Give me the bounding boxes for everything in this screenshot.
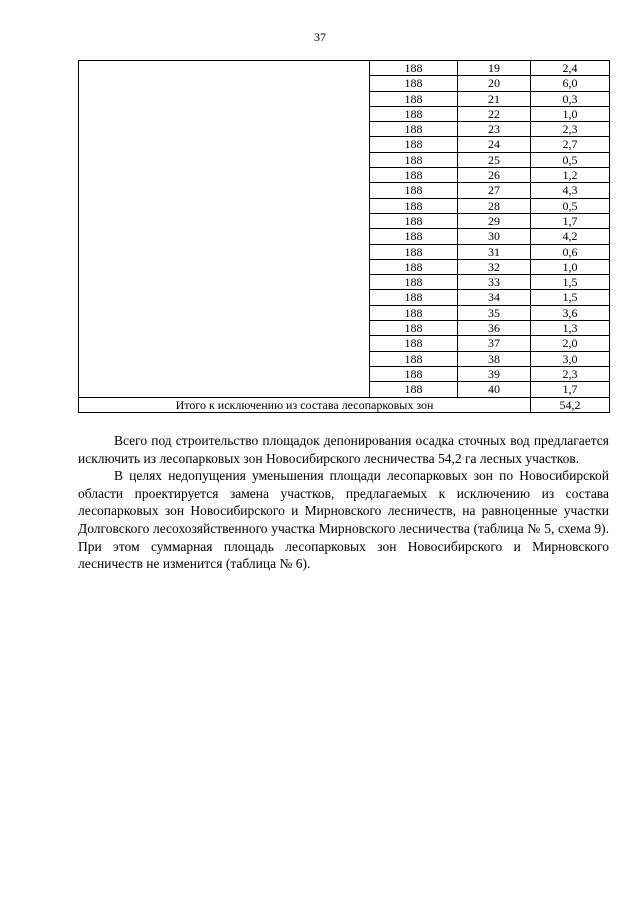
area-cell: 4,2 [531, 229, 610, 244]
quarter-cell: 188 [370, 76, 458, 91]
quarter-cell: 188 [370, 168, 458, 183]
area-cell: 1,0 [531, 259, 610, 274]
area-cell: 1,7 [531, 213, 610, 228]
quarter-cell: 188 [370, 290, 458, 305]
plot-number-cell: 25 [458, 152, 531, 167]
plot-number-cell: 38 [458, 351, 531, 366]
plot-number-cell: 35 [458, 305, 531, 320]
quarter-cell: 188 [370, 229, 458, 244]
total-value: 54,2 [531, 397, 610, 412]
quarter-cell: 188 [370, 366, 458, 381]
quarter-cell: 188 [370, 152, 458, 167]
area-cell: 0,6 [531, 244, 610, 259]
area-cell: 4,3 [531, 183, 610, 198]
area-cell: 2,7 [531, 137, 610, 152]
area-cell: 1,5 [531, 290, 610, 305]
area-cell: 2,4 [531, 61, 610, 76]
quarter-cell: 188 [370, 351, 458, 366]
area-cell: 1,5 [531, 275, 610, 290]
quarter-cell: 188 [370, 213, 458, 228]
plot-number-cell: 32 [458, 259, 531, 274]
quarter-cell: 188 [370, 382, 458, 397]
plot-number-cell: 21 [458, 91, 531, 106]
plot-number-cell: 31 [458, 244, 531, 259]
table-row [79, 61, 610, 76]
page-number: 37 [314, 30, 326, 44]
paragraph: Всего под строительство площадок депонирования осадка сточных вод предлагается исключить из лесопарковых зон Новосибирского лесничества 54,2 га лесных участков. [78, 433, 609, 466]
quarter-cell: 188 [370, 244, 458, 259]
plot-number-cell: 19 [458, 61, 531, 76]
plot-number-cell: 22 [458, 106, 531, 121]
plot-number-cell: 39 [458, 366, 531, 381]
plot-number-cell: 34 [458, 290, 531, 305]
quarter-cell: 188 [370, 336, 458, 351]
area-cell: 0,5 [531, 152, 610, 167]
quarter-cell: 188 [370, 61, 458, 76]
area-cell: 1,7 [531, 382, 610, 397]
total-label: Итого к исключению из состава лесопарковых зон [79, 397, 531, 412]
quarter-cell: 188 [370, 321, 458, 336]
area-cell: 3,0 [531, 351, 610, 366]
plot-number-cell: 30 [458, 229, 531, 244]
area-cell: 1,3 [531, 321, 610, 336]
area-cell: 0,3 [531, 91, 610, 106]
plot-number-cell: 33 [458, 275, 531, 290]
plot-number-cell: 37 [458, 336, 531, 351]
quarter-cell: 188 [370, 137, 458, 152]
quarter-cell: 188 [370, 198, 458, 213]
plot-number-cell: 27 [458, 183, 531, 198]
plot-number-cell: 28 [458, 198, 531, 213]
area-cell: 2,3 [531, 366, 610, 381]
quarter-cell: 188 [370, 122, 458, 137]
plot-number-cell: 20 [458, 76, 531, 91]
area-cell: 1,2 [531, 168, 610, 183]
table-total-row [79, 397, 610, 412]
paragraph: В целях недопущения уменьшения площади лесопарковых зон по Новосибирской области проектируется замена участков, предлагаемых к исключению из состава лесопарковых зон Новосибирского и Мирновского лесничеств, на равноценные участки Долговского лесохозяйственного участка Мирновского лесничества (таблица № 5, схема 9). При этом суммарная площадь лесопарковых зон Новосибирского и Мирновского лесничеств не изменится (таблица № 6). [78, 468, 609, 572]
area-cell: 2,3 [531, 122, 610, 137]
plot-number-cell: 23 [458, 122, 531, 137]
plot-number-cell: 36 [458, 321, 531, 336]
forest-plots-table [78, 60, 610, 413]
quarter-cell: 188 [370, 275, 458, 290]
quarter-cell: 188 [370, 259, 458, 274]
area-cell: 6,0 [531, 76, 610, 91]
plot-number-cell: 26 [458, 168, 531, 183]
plot-number-cell: 24 [458, 137, 531, 152]
quarter-cell: 188 [370, 183, 458, 198]
area-cell: 3,6 [531, 305, 610, 320]
area-cell: 2,0 [531, 336, 610, 351]
plot-number-cell: 40 [458, 382, 531, 397]
blank-merged-cell [79, 61, 370, 398]
quarter-cell: 188 [370, 91, 458, 106]
table-body [79, 61, 610, 398]
quarter-cell: 188 [370, 305, 458, 320]
area-cell: 1,0 [531, 106, 610, 121]
area-cell: 0,5 [531, 198, 610, 213]
plot-number-cell: 29 [458, 213, 531, 228]
quarter-cell: 188 [370, 106, 458, 121]
body-text [78, 432, 609, 573]
